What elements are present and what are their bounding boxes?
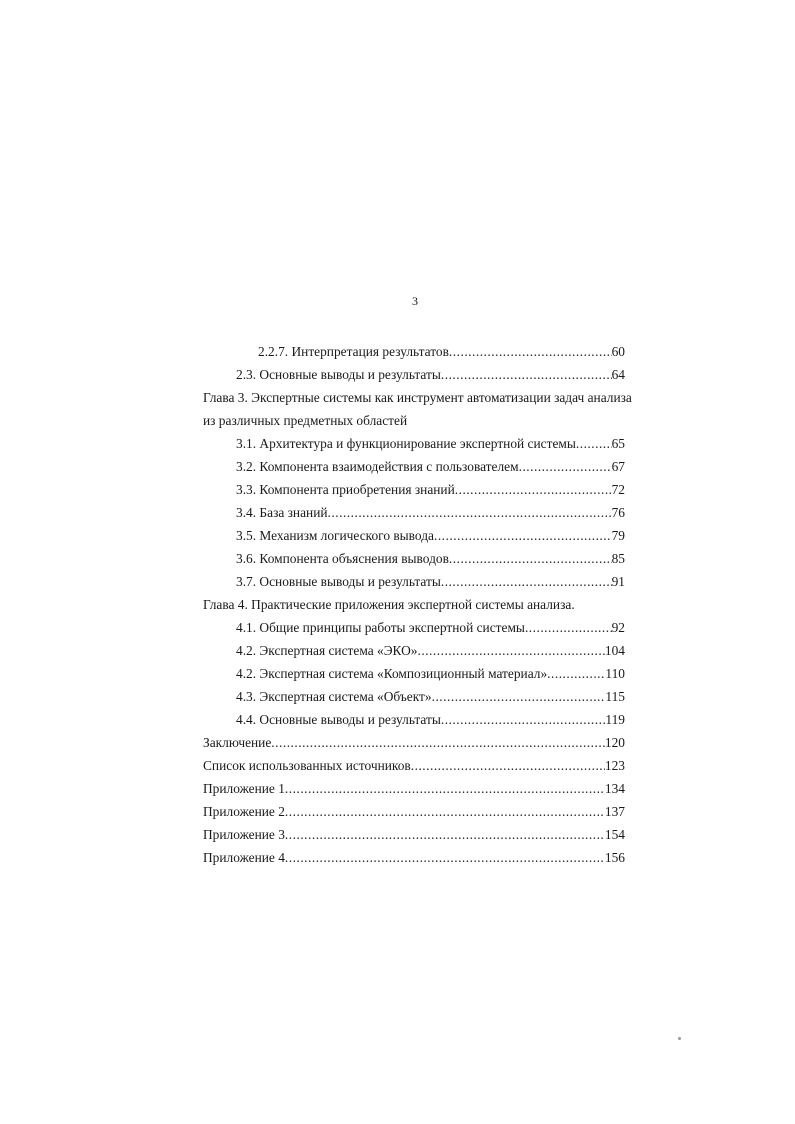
toc-dot-leader [411,754,605,777]
toc-entry[interactable] [203,570,625,593]
toc-entry-page: 137 [604,804,625,819]
toc-dot-leader [328,501,612,524]
toc-dot-leader [285,800,605,823]
toc-entry[interactable] [203,340,625,363]
toc-entry-title: Приложение 4 [203,850,285,865]
toc-entry[interactable] [203,501,625,524]
toc-entry[interactable] [203,478,625,501]
toc-entry-page: 110 [605,666,625,681]
toc-entry-page: 91 [611,574,625,589]
toc-entry-page: 67 [611,459,625,474]
toc-dot-leader [547,662,605,685]
toc-entry-page: 115 [605,689,625,704]
toc-entry-title: Приложение 1 [203,781,285,796]
toc-entry[interactable] [203,823,625,846]
toc-entry-page: 154 [604,827,625,842]
toc-entry-page: 65 [611,436,625,451]
toc-entry-title: 4.1. Общие принципы работы экспертной системы [236,620,525,635]
toc-dot-leader [285,777,605,800]
toc-entry[interactable] [203,662,625,685]
toc-entry[interactable] [203,455,625,478]
toc-dot-leader [285,823,605,846]
toc-entry-title: Приложение 3 [203,827,285,842]
toc-entry-title: Заключение [203,735,272,750]
table-of-contents [203,340,632,869]
toc-dot-leader [449,340,612,363]
toc-chapter-heading: из различных предметных областей [203,413,408,428]
toc-chapter-heading: Глава 4. Практические приложения экспертной системы анализа. [203,597,575,612]
toc-entry[interactable] [203,432,625,455]
scan-speck [678,1037,681,1040]
toc-dot-leader [271,731,605,754]
toc-entry[interactable] [203,616,625,639]
toc-dot-leader [441,363,612,386]
toc-entry-page: 123 [604,758,625,773]
toc-dot-leader [519,455,612,478]
toc-entry-page: 79 [611,528,625,543]
toc-entry-page: 85 [611,551,625,566]
toc-entry-title: Приложение 2 [203,804,285,819]
toc-entry-title: 3.4. База знаний [236,505,328,520]
toc-entry-title: 4.2. Экспертная система «Композиционный материал» [236,666,548,681]
toc-entry[interactable] [203,524,625,547]
toc-entry-title: 3.6. Компонента объяснения выводов [236,551,449,566]
toc-entry-title: 2.3. Основные выводы и результаты [236,367,441,382]
toc-entry-title: 3.3. Компонента приобретения знаний [236,482,455,497]
toc-dot-leader [449,547,612,570]
toc-entry-title: 4.4. Основные выводы и результаты [236,712,441,727]
toc-entry-title: 4.2. Экспертная система «ЭКО» [236,643,418,658]
toc-entry-title: 3.1. Архитектура и функционирование экспертной системы [236,436,576,451]
toc-entry-page: 60 [611,344,625,359]
toc-entry[interactable] [203,639,625,662]
toc-entry[interactable] [203,731,625,754]
toc-dot-leader [434,524,612,547]
toc-entry-page: 119 [605,712,625,727]
toc-entry-title: 4.3. Экспертная система «Объект» [236,689,432,704]
toc-entry[interactable] [203,777,625,800]
toc-entry[interactable] [203,708,625,731]
toc-entry[interactable] [203,547,625,570]
toc-entry-title: 3.7. Основные выводы и результаты [236,574,441,589]
toc-entry-page: 76 [611,505,625,520]
toc-entry-title: 2.2.7. Интерпретация результатов [258,344,449,359]
toc-dot-leader [576,432,612,455]
toc-entry[interactable] [203,363,625,386]
toc-entry[interactable] [203,800,625,823]
toc-entry[interactable] [203,685,625,708]
toc-chapter-heading: Глава 3. Экспертные системы как инструмент автоматизации задач анализа [203,390,632,405]
toc-dot-leader [441,570,612,593]
toc-dot-leader [285,846,605,869]
toc-dot-leader [441,708,606,731]
page-number: 3 [412,294,418,308]
toc-dot-leader [525,616,612,639]
toc-entry-title: Список использованных источников [203,758,411,773]
toc-entry-page: 64 [611,367,625,382]
toc-entry-title: 3.5. Механизм логического вывода [236,528,434,543]
toc-entry-page: 120 [604,735,625,750]
toc-entry[interactable] [203,846,625,869]
toc-entry-page: 92 [611,620,625,635]
toc-dot-leader [455,478,612,501]
toc-dot-leader [418,639,605,662]
toc-entry-title: 3.2. Компонента взаимодействия с пользователем [236,459,519,474]
toc-dot-leader [432,685,606,708]
toc-entry[interactable] [203,754,625,777]
toc-entry-page: 104 [604,643,625,658]
toc-entry-page: 156 [604,850,625,865]
toc-entry-page: 72 [611,482,625,497]
toc-entry-page: 134 [604,781,625,796]
